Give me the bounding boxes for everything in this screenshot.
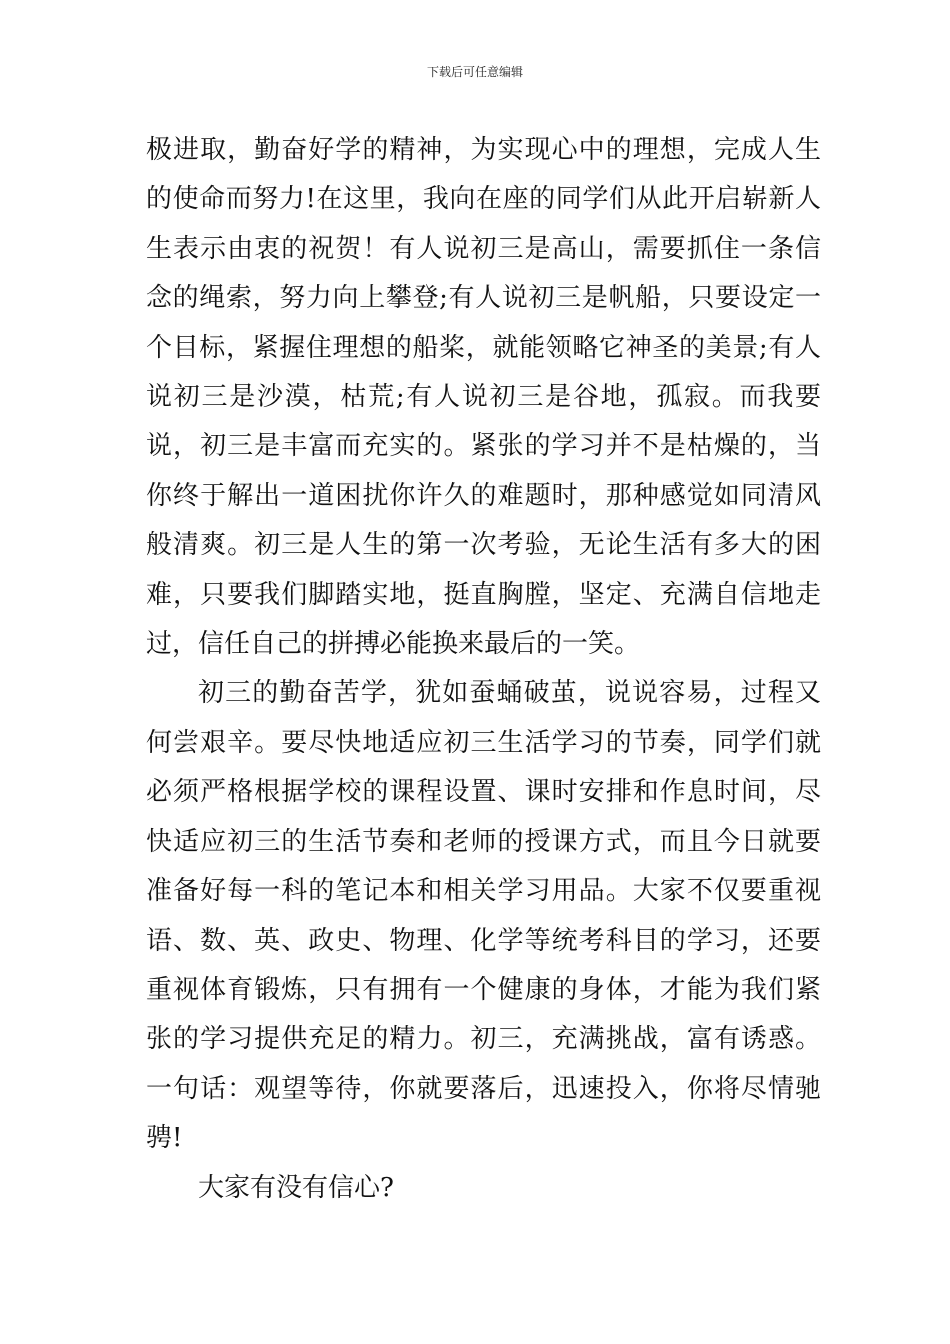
page-header: 下载后可任意编辑 bbox=[426, 65, 523, 79]
paragraph-confidence-question: 大家有没有信心? bbox=[198, 1172, 394, 1203]
paragraph-continuation: 极进取，勤奋好学的精神，为实现心中的理想，完成人生的使命而努力!在这里，我向在座的同学们从此开启崭新人生表示由衷的祝贺！有人说初三是高山，需要抓住一条信念的绳索，努力向上攀登;有人说初三是帆船，只要设定一个目标，紧握住理想的船桨，就能领略它神圣的美景;有人说初三是沙漠，枯荒;有人说初三是谷地，孤寂。而我要说，初三是丰富而充实的。紧张的学习并不是枯燥的，当你终于解出一道困扰你许久的难题时，那种感觉如同清风般清爽。初三是人生的第一次考验，无论生活有多大的困难，只要我们脚踏实地，挺直胸膛，坚定、充满自信地走过，信任自己的拼搏必能换来最后的一笑。 bbox=[146, 135, 821, 660]
document-body bbox=[146, 126, 821, 1213]
paragraph-study-rhythm: 初三的勤奋苦学，犹如蚕蛹破茧，说说容易，过程又何尝艰辛。要尽快地适应初三生活学习的节奏，同学们就必须严格根据学校的课程设置、课时安排和作息时间，尽快适应初三的生活节奏和老师的授课方式，而且今日就要准备好每一科的笔记本和相关学习用品。大家不仅要重视语、数、英、政史、物理、化学等统考科目的学习，还要重视体育锻炼，只有拥有一个健康的身体，才能为我们紧张的学习提供充足的精力。初三，充满挑战，富有诱惑。一句话：观望等待，你就要落后，迅速投入，你将尽情驰骋! bbox=[146, 678, 821, 1154]
